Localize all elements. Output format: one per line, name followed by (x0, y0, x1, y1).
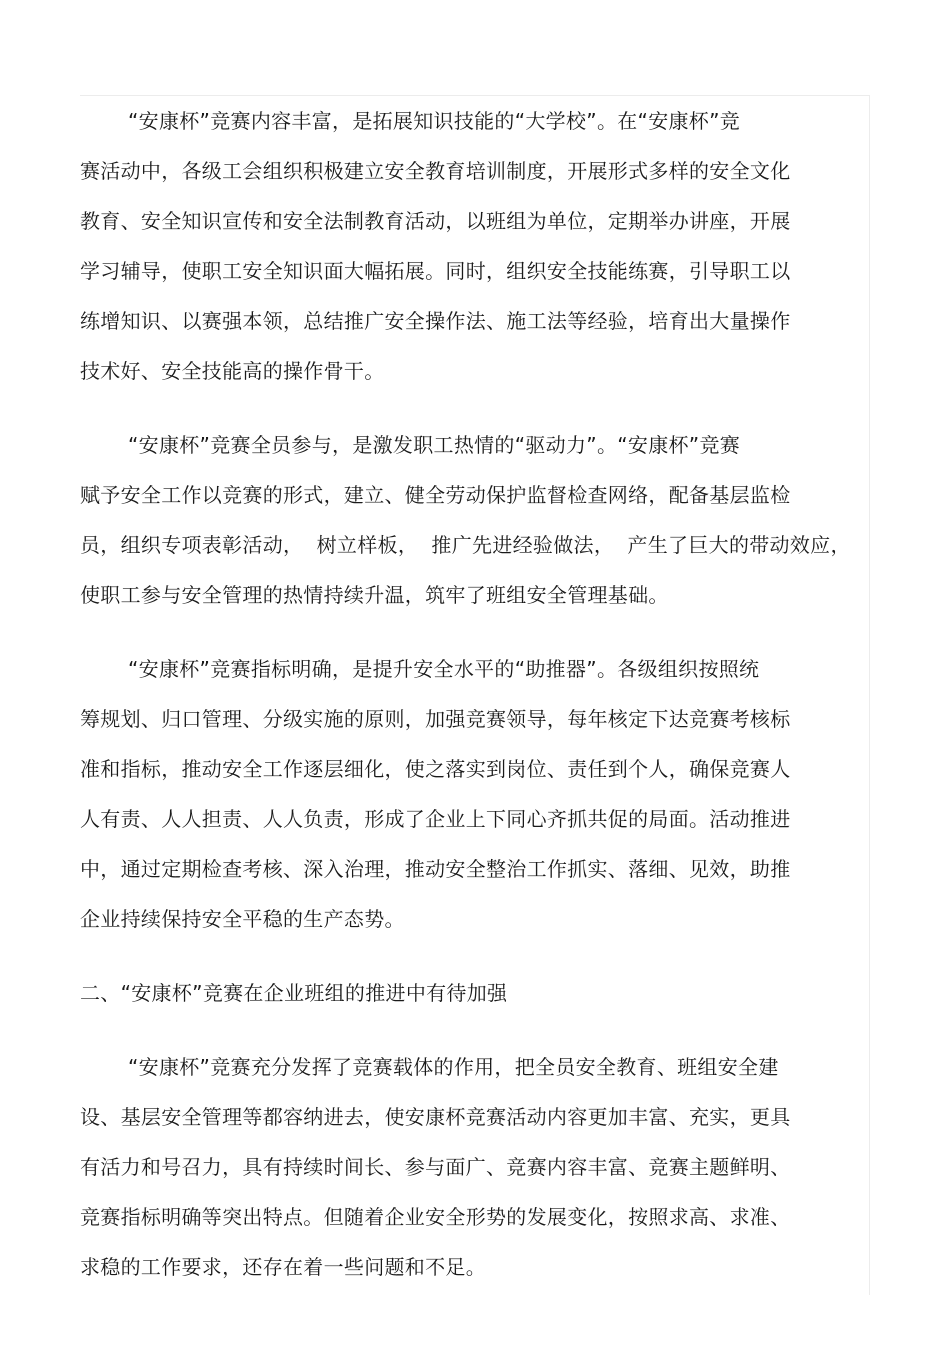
text-line: 有活力和号召力，具有持续时间长、参与面广、竞赛内容丰富、竞赛主题鲜明、 (80, 1155, 791, 1179)
text-line: 求稳的工作要求，还存在着一些问题和不足。 (80, 1255, 486, 1279)
text-line: “安康杯”竞赛全员参与，是激发职工热情的“驱动力”。“安康杯”竞赛 (128, 433, 741, 457)
text-line: “安康杯”竞赛内容丰富，是拓展知识技能的“大学校”。在“安康杯”竞 (128, 109, 741, 133)
paragraph-3 (80, 644, 840, 944)
text-line: 技术好、安全技能高的操作骨干。 (80, 359, 385, 383)
heading-text: 二、“安康杯”竞赛在企业班组的推进中有待加强 (80, 981, 508, 1005)
text-line: 赛活动中，各级工会组织积极建立安全教育培训制度，开展形式多样的安全文化 (80, 159, 791, 183)
text-line: 员，组织专项表彰活动， 树立样板， 推广先进经验做法， 产生了巨大的带动效应， (80, 533, 851, 557)
text-line: 练增知识、以赛强本领，总结推广安全操作法、施工法等经验，培育出大量操作 (80, 309, 791, 333)
text-line: 中，通过定期检查考核、深入治理，推动安全整治工作抓实、落细、见效，助推 (80, 857, 791, 881)
text-line: 人有责、人人担责、人人负责，形成了企业上下同心齐抓共促的局面。活动推进 (80, 807, 791, 831)
section-heading (80, 968, 840, 1018)
paragraph-1 (80, 96, 840, 396)
text-line: 企业持续保持安全平稳的生产态势。 (80, 907, 405, 931)
text-line: 准和指标，推动安全工作逐层细化，使之落实到岗位、责任到个人，确保竞赛人 (80, 757, 791, 781)
text-line: 筹规划、归口管理、分级实施的原则，加强竞赛领导，每年核定下达竞赛考核标 (80, 707, 791, 731)
text-line: 设、基层安全管理等都容纳进去，使安康杯竞赛活动内容更加丰富、充实，更具 (80, 1105, 791, 1129)
text-line: 使职工参与安全管理的热情持续升温，筑牢了班组安全管理基础。 (80, 583, 669, 607)
text-line: 赋予安全工作以竞赛的形式，建立、健全劳动保护监督检查网络，配备基层监检 (80, 483, 791, 507)
text-line: 学习辅导，使职工安全知识面大幅拓展。同时，组织安全技能练赛，引导职工以 (80, 259, 791, 283)
document-body (80, 96, 851, 1292)
text-line: 教育、安全知识宣传和安全法制教育活动，以班组为单位，定期举办讲座，开展 (80, 209, 791, 233)
paragraph-4 (80, 1042, 840, 1292)
text-line: “安康杯”竞赛指标明确，是提升安全水平的“助推器”。各级组织按照统 (128, 657, 760, 681)
text-line: 竞赛指标明确等突出特点。但随着企业安全形势的发展变化，按照求高、求准、 (80, 1205, 791, 1229)
paragraph-2 (80, 420, 851, 620)
text-line: “安康杯”竞赛充分发挥了竞赛载体的作用，把全员安全教育、班组安全建 (128, 1055, 779, 1079)
